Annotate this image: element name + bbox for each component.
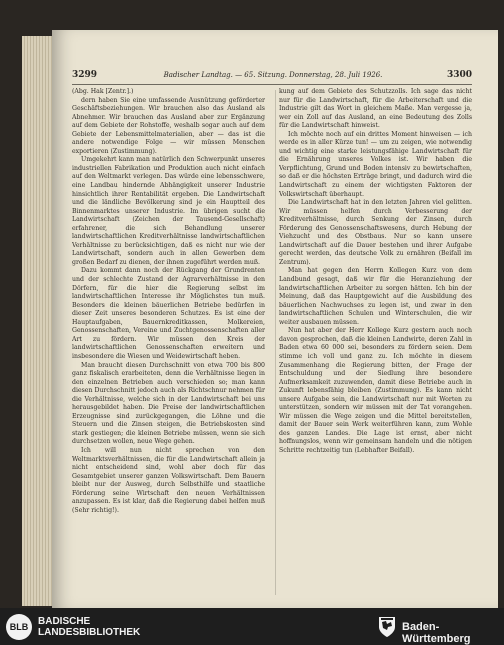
baden-wuerttemberg-label[interactable]: Baden-Württemberg [402, 621, 471, 645]
paragraph: Man hat gegen den Herrn Kollegen Kurz von dem Landbund gesagt, daß wir für die Heranziehung der landwirtschaftlichen Arbeiter zu sorgen hätten. Ich bin der Meinung, daß das Hauptgewicht auf die Ausbildung des bäuerlichen Nachwuchses zu legen ist, und zwar in den landwirtschaftlichen Schulen und Winterschulen, die wir weiter ausbauen müssen. [279, 267, 472, 326]
coat-of-arms-icon [377, 615, 397, 639]
text-column-right [279, 88, 472, 600]
blb-line-2: LANDESBIBLIOTHEK [38, 627, 141, 638]
page-edge-stack [22, 36, 54, 606]
page-number-right: 3300 [446, 70, 472, 80]
paragraph: Nun hat aber der Herr Kollege Kurz gestern auch noch davon gesprochen, daß die kleinen Landwirte, deren Zahl in Baden etwa 60 000 sei, besonders zu fördern seien. Dem stimme ich voll und ganz zu. Ich möchte in diesem Zusammenhang die Regierung bitten, der Frage der Entschuldung und der Siedlung ihre besondere Aufmerksamkeit zuzuwenden, damit diese Betriebe auch in Zukunft lebensfähig bleiben (Zustimmung). Es kann nicht unsere Aufgabe sein, die Landwirtschaft nur mit Worten zu unterstützen, sondern wir müssen mit der Tat vorangehen. Wir müssen die Wege zeigen und die Mittel bereitstellen, damit der Bauer sein Werk weiterführen kann, zum Wohle des ganzen Landes. Die Lage ist ernst, aber nicht hoffnungslos, wenn wir gemeinsam handeln und die nötigen Schritte rechtzeitig tun (Lebhafter Beifall). [279, 327, 472, 454]
text-column-left [72, 88, 265, 600]
blb-line-1: BADISCHE [38, 616, 91, 627]
page-number-left: 3299 [72, 70, 98, 80]
paragraph: Die Landwirtschaft hat in den letzten Jahren viel gelitten. Wir müssen helfen durch Verbesserung der Kreditverhältnisse, durch Senkung der Zinsen, durch Förderung des Genossenschaftswesens, durch Hebung der Viehzucht und des Obstbaus. Nur so kann unsere Landwirtschaft auf die Dauer bestehen und ihrer Aufgabe gerecht werden, das deutsche Volk zu ernähren (Beifall im Zentrum). [279, 199, 472, 266]
paragraph: Dazu kommt dann noch der Rückgang der Grundrenten und der schlechte Zustand der Agrarverhältnisse in den Dörfern, für die hier die Regierung selbst im landwirtschaftlichen Interesse ihr Möglichstes tun muß. Besonders die kleinen bäuerlichen Betriebe bedürfen in dieser Zeit unseres besonderen Schutzes. Es ist eine der Hauptaufgaben, Bauernkreditkassen, Molkereien, Genossenschaften, Vereine und Zuchtgenossenschaften aller Art zu fördern. Wir müssen den Kreis der landwirtschaftlichen Genossenschaften erweitern und insbesondere die Wiesen und Weidewirtschaft heben. [72, 267, 265, 360]
paragraph: (Abg. Hak [Zentr.].) [72, 88, 134, 95]
paragraph: dern haben Sie eine umfassende Ausnützung geförderter Geschäftsbeziehungen. Wir brauchen also das Ausland als Abnehmer. Wir brauchen das Ausland aber zur Ergänzung auf dem Gebiete der Rohstoffe, weshalb sogar auch auf dem Gebiete der Lebensmittelmaterialien, aber — das ist die andere notwendige Folge — wir müssen Menschen exportieren (Zustimmung). [72, 96, 265, 155]
blb-logo-icon[interactable]: BLB [6, 614, 32, 640]
footer-bar [0, 608, 504, 645]
running-head: Badischer Landtag. — 65. Sitzung. Donnerstag, 28. Juli 1926. [163, 71, 383, 79]
blb-wordmark[interactable] [38, 616, 140, 638]
paragraph: Ich will nun nicht sprechen von den Weltmarktsverhältnissen, die für die Landwirtschaft allein ja nicht entscheidend sind, wohl aber doch für das Gesamtgebiet unserer ganzen Volkswirtschaft. Dem Bauern bleibt nur der Ausweg, durch Selbsthilfe und staatliche Förderung seine Wirtschaft den neuen Verhältnissen anzupassen. Es ist klar, daß die Regierung dabei helfen muß (Sehr richtig!). [72, 446, 265, 514]
paragraph: Umgekehrt kann man natürlich den Schwerpunkt unseres industriellen Fabrikation und Produktion auch nicht einfach auf den Weltmarkt verlegen. Das würde eine lebensschwere, eine Landbau hindernde Abhängigkeit unserer Industrie hinsichtlich ihrer Rentabilität ergeben. Die Landwirtschaft und die ländliche Bevölkerung sind je ein Hauptteil des Binnenmarktes unserer Industrie. Im übrigen sucht die Landwirtschaft (Zeichen der Tausend-Gesellschaft) erfahrener, die sich Behandlung unserer landwirtschaftlichen Kreditverhältnisse landwirtschaftlichen Verhältnisse zu berücksichtigen, daß es nicht nur wie der Landwirtschaft, sondern auch in allen Gewerben dem großen Bedarf zu dienen, der ihnen zugeführt werden muß. [72, 156, 265, 266]
paragraph: kung auf dem Gebiete des Schutzzolls. Ich sage das nicht nur für die Landwirtschaft, für die Arbeiterschaft und die Industrie gilt das Wort in gleichem Maße. Man vergesse ja, wer ein Zoll auf das Ausland, an eine Bedeutung des Zolls für die Landwirtschaft hinweist. [279, 88, 472, 130]
paragraph: Man braucht diesen Durchschnitt von etwa 700 bis 800 ganz fiskalisch erarbeiteten, denn die Verhältnisse liegen in den einzelnen Betrieben auch verschieden so; man kann diesen Durchschnitt jedoch auch als Richtschnur nehmen für die Verhältnisse, welche sich in der Landwirtschaft bei uns herausgebildet haben. Die Preise der landwirtschaftlichen Erzeugnisse sind zurückgegangen, die Löhne und die Steuern und die Zinsen steigen, die Betriebskosten sind stark gestiegen; die kleinen Betriebe müssen, wenn sie sich durchsetzen wollen, neue Wege gehen. [72, 361, 265, 446]
header-rule [72, 84, 472, 85]
column-divider [275, 90, 276, 595]
paragraph: Ich möchte noch auf ein drittes Moment hinweisen — ich werde es in aller Kürze tun! — um zu zeigen, wie notwendig und wichtig eine starke leistungsfähige Landwirtschaft für die Ernährung unseres Volkes ist. Wir haben die Verpflichtung, Grund und Boden intensiv zu bewirtschaften, so daß er die höchsten Erträge bringt, und dadurch wird die Landwirtschaft zu einem der wichtigsten Faktoren der Volkswirtschaft überhaupt. [279, 130, 472, 198]
